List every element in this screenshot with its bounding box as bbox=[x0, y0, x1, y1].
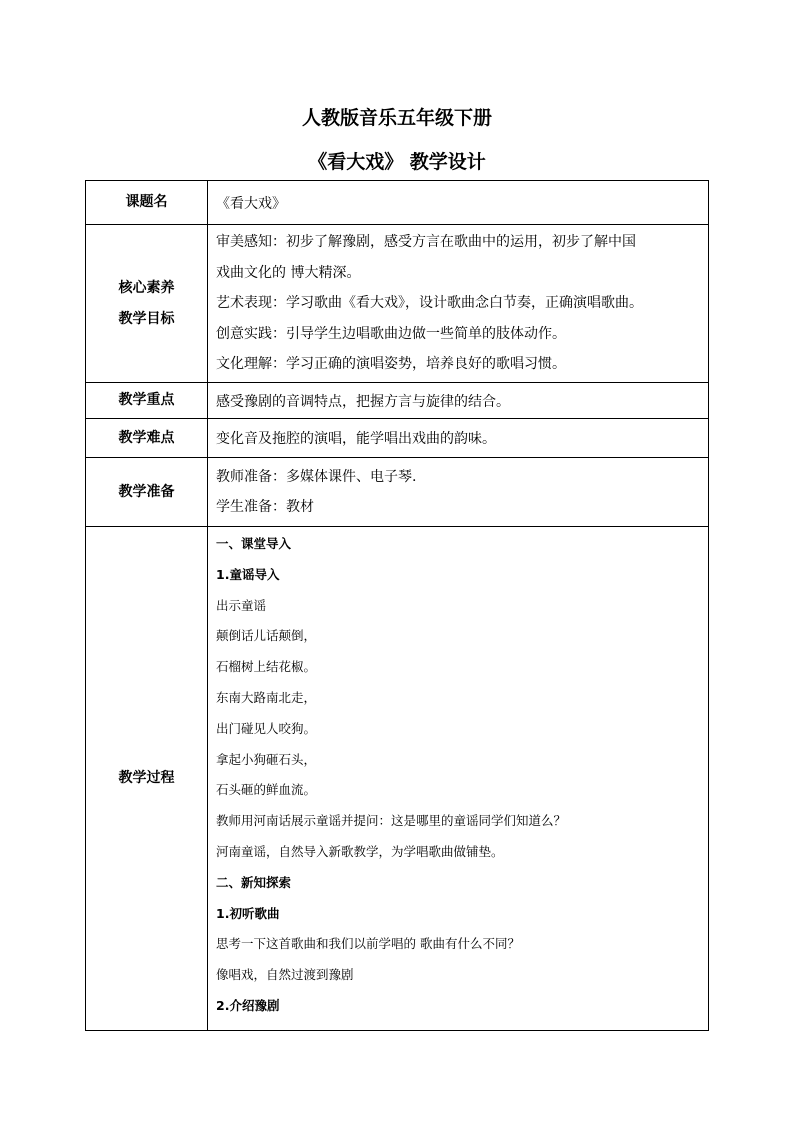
process-line: 2.介绍豫剧 bbox=[216, 997, 280, 1013]
table-row-key-points bbox=[86, 383, 709, 419]
process-line: 东南大路南北走， bbox=[216, 689, 317, 705]
process-line: 一、课堂导入 bbox=[216, 536, 292, 551]
core-goals-label-line2: 教学目标 bbox=[118, 310, 175, 327]
core-goal-line: 艺术表现：学习歌曲《看大戏》，设计歌曲念白节奏，正确演唱歌曲。 bbox=[216, 295, 643, 312]
document-subtitle: 《看大戏》 教学设计 bbox=[308, 151, 486, 173]
process-line: 1.童谣导入 bbox=[216, 566, 280, 582]
process-line: 石头砸的鲜血流。 bbox=[216, 782, 317, 798]
core-goals-content bbox=[208, 225, 709, 383]
key-points-value: 感受豫剧的音调特点，把握方言与旋律的结合。 bbox=[208, 383, 709, 419]
process-line: 1.初听歌曲 bbox=[216, 905, 280, 921]
difficulties-label: 教学难点 bbox=[86, 419, 208, 458]
table-row-lesson-name bbox=[86, 181, 709, 225]
process-line: 出门碰见人咬狗。 bbox=[216, 720, 317, 736]
core-goal-line: 戏曲文化的 博大精深。 bbox=[216, 264, 361, 281]
process-line: 石榴树上结花椒。 bbox=[216, 659, 317, 675]
core-goal-line: 审美感知：初步了解豫剧，感受方言在歌曲中的运用，初步了解中国 bbox=[216, 234, 636, 251]
core-goal-line: 创意实践：引导学生边唱歌曲边做一些简单的肢体动作。 bbox=[216, 325, 566, 342]
lesson-plan-table bbox=[85, 180, 709, 1031]
process-content bbox=[208, 527, 709, 1031]
preparation-content bbox=[208, 458, 709, 527]
table-row-preparation bbox=[86, 458, 709, 527]
key-points-label: 教学重点 bbox=[86, 383, 208, 419]
process-line: 拿起小狗砸石头， bbox=[216, 751, 317, 767]
lesson-name-value: 《看大戏》 bbox=[208, 181, 709, 225]
table-row-difficulties bbox=[86, 419, 709, 458]
process-line: 出示童谣 bbox=[216, 597, 267, 613]
process-line: 颠倒话儿话颠倒， bbox=[216, 628, 317, 644]
process-line: 教师用河南话展示童谣并提问：这是哪里的童谣同学们知道么？ bbox=[216, 813, 567, 829]
difficulties-value: 变化音及拖腔的演唱，能学唱出戏曲的韵味。 bbox=[208, 419, 709, 458]
process-line: 像唱戏，自然过渡到豫剧 bbox=[216, 967, 354, 983]
preparation-line: 学生准备：教材 bbox=[216, 499, 314, 515]
table-row-process bbox=[86, 527, 709, 1031]
process-line: 思考一下这首歌曲和我们以前学唱的 歌曲有什么不同？ bbox=[216, 936, 520, 952]
core-goals-label bbox=[86, 225, 208, 383]
preparation-label: 教学准备 bbox=[86, 458, 208, 527]
lesson-name-label: 课题名 bbox=[86, 181, 208, 225]
core-goal-line: 文化理解：学习正确的演唱姿势，培养良好的歌唱习惯。 bbox=[216, 356, 566, 373]
table-row-core-goals bbox=[86, 225, 709, 383]
preparation-line: 教师准备：多媒体课件、电子琴. bbox=[216, 468, 417, 485]
core-goals-label-line1: 核心素养 bbox=[118, 279, 175, 296]
document-title: 人教版音乐五年级下册 bbox=[301, 107, 492, 129]
process-label: 教学过程 bbox=[86, 527, 208, 1031]
process-line: 河南童谣，自然导入新歌教学，为学唱歌曲做铺垫。 bbox=[216, 843, 504, 859]
process-line: 二、新知探索 bbox=[216, 874, 292, 890]
